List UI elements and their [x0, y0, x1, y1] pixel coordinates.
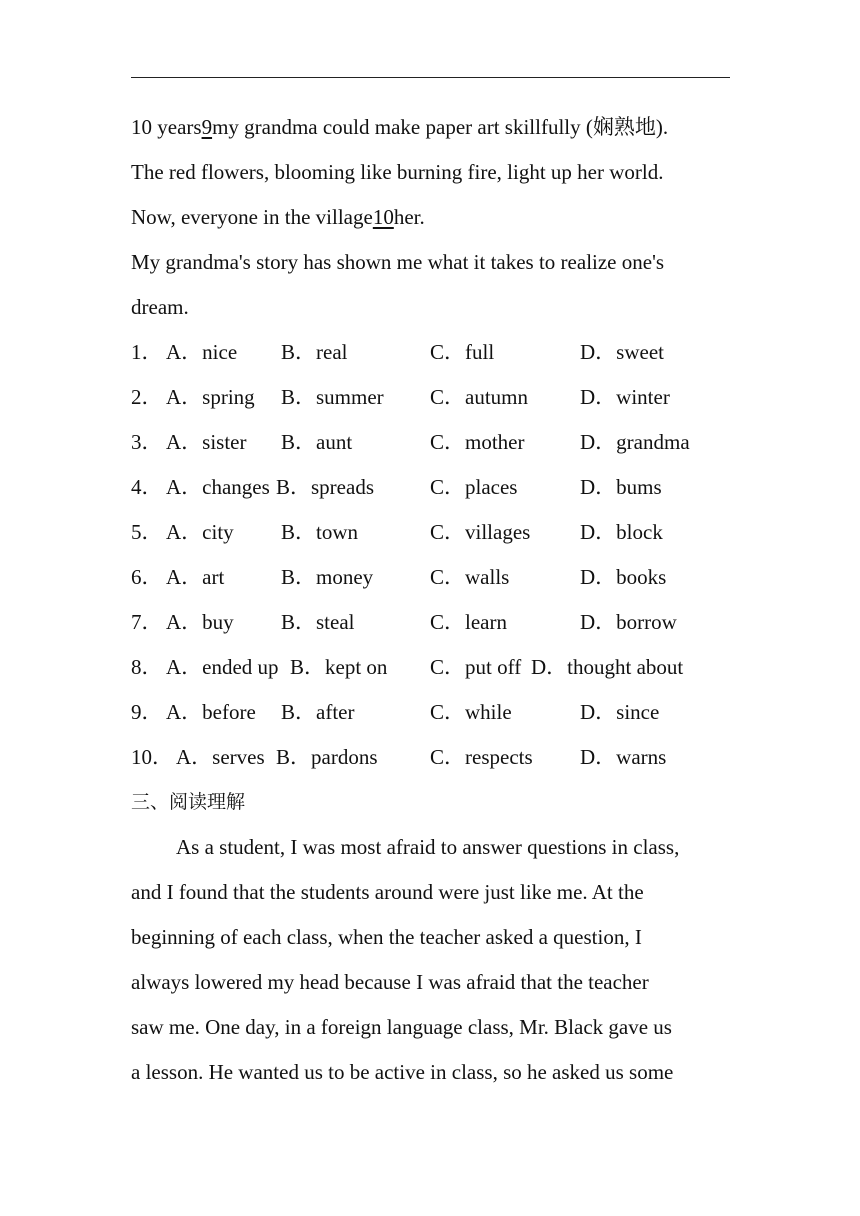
option-b: B．aunt — [281, 430, 353, 454]
option-c: C．respects — [430, 745, 533, 769]
question-row — [0, 563, 860, 591]
question-row — [0, 338, 860, 366]
option-a: A．sister — [166, 430, 247, 454]
option-c: C．villages — [430, 520, 531, 544]
question-number: 5． — [131, 520, 163, 544]
option-c: C．places — [430, 475, 518, 499]
header-rule — [131, 77, 730, 78]
passage-line-3 — [131, 203, 425, 231]
reading-line: always lowered my head because I was afraid that the teacher — [131, 970, 649, 994]
question-number: 6． — [131, 565, 163, 589]
option-a: A．spring — [166, 385, 255, 409]
passage-text: my grandma could make paper art skillfully (娴熟地). — [212, 115, 669, 139]
passage-text: 10 years — [131, 115, 202, 139]
option-b: B．steal — [281, 610, 355, 634]
option-b: B．after — [281, 700, 355, 724]
passage-line-1 — [131, 113, 668, 141]
option-b: B．town — [281, 520, 359, 544]
passage-line-5 — [131, 293, 189, 321]
question-row — [0, 698, 860, 726]
option-a: A．buy — [166, 610, 234, 634]
option-c: C．while — [430, 700, 512, 724]
option-c: C．autumn — [430, 385, 528, 409]
option-b: B．spreads — [276, 475, 374, 499]
question-row — [0, 608, 860, 636]
option-d: D．thought about — [531, 655, 684, 679]
passage-text: dream. — [131, 295, 189, 319]
option-d: D．grandma — [580, 430, 690, 454]
passage-line-4 — [131, 248, 664, 276]
question-row — [0, 518, 860, 546]
question-number: 3． — [131, 430, 163, 454]
option-d: D．bums — [580, 475, 662, 499]
passage-text: The red flowers, blooming like burning fire, light up her world. — [131, 160, 664, 184]
option-c: C．mother — [430, 430, 525, 454]
option-d: D．winter — [580, 385, 670, 409]
option-c: C．put off — [430, 655, 522, 679]
option-a: A．art — [166, 565, 225, 589]
option-c: C．full — [430, 340, 495, 364]
question-row — [0, 473, 860, 501]
section-heading: 三、阅读理解 — [131, 791, 246, 813]
option-a: A．before — [166, 700, 256, 724]
option-d: D．block — [580, 520, 663, 544]
option-b: B．real — [281, 340, 348, 364]
question-number: 7． — [131, 610, 163, 634]
question-number: 4． — [131, 475, 163, 499]
option-c: C．learn — [430, 610, 507, 634]
reading-line: saw me. One day, in a foreign language class, Mr. Black gave us — [131, 1015, 672, 1039]
option-d: D．since — [580, 700, 660, 724]
reading-line: and I found that the students around were just like me. At the — [131, 880, 644, 904]
reading-line: As a student, I was most afraid to answer questions in class, — [176, 835, 680, 859]
option-b: B．summer — [281, 385, 384, 409]
reading-line: a lesson. He wanted us to be active in class, so he asked us some — [131, 1060, 674, 1084]
option-a: A．ended up — [166, 655, 279, 679]
option-b: B．money — [281, 565, 374, 589]
question-number: 10． — [131, 745, 173, 769]
question-number: 1． — [131, 340, 163, 364]
option-d: D．sweet — [580, 340, 664, 364]
option-b: B．kept on — [290, 655, 388, 679]
option-b: B．pardons — [276, 745, 378, 769]
option-a: A．nice — [166, 340, 238, 364]
option-d: D．warns — [580, 745, 667, 769]
passage-line-2 — [131, 158, 663, 186]
passage-text: her. — [393, 205, 425, 229]
option-d: D．books — [580, 565, 667, 589]
question-row — [0, 653, 860, 681]
option-c: C．walls — [430, 565, 510, 589]
blank-10: 10 — [372, 205, 394, 229]
passage-text: My grandma's story has shown me what it takes to realize one's — [131, 250, 665, 274]
passage-text: Now, everyone in the village — [131, 205, 373, 229]
option-a: A．serves — [176, 745, 265, 769]
reading-line: beginning of each class, when the teacher asked a question, I — [131, 925, 642, 949]
question-row — [0, 383, 860, 411]
question-row — [0, 428, 860, 456]
option-a: A．city — [166, 520, 234, 544]
question-number: 9． — [131, 700, 163, 724]
question-number: 2． — [131, 385, 163, 409]
blank-9: 9 — [201, 115, 213, 139]
question-row — [0, 743, 860, 771]
option-d: D．borrow — [580, 610, 677, 634]
option-a: A．changes — [166, 475, 270, 499]
question-number: 8． — [131, 655, 163, 679]
